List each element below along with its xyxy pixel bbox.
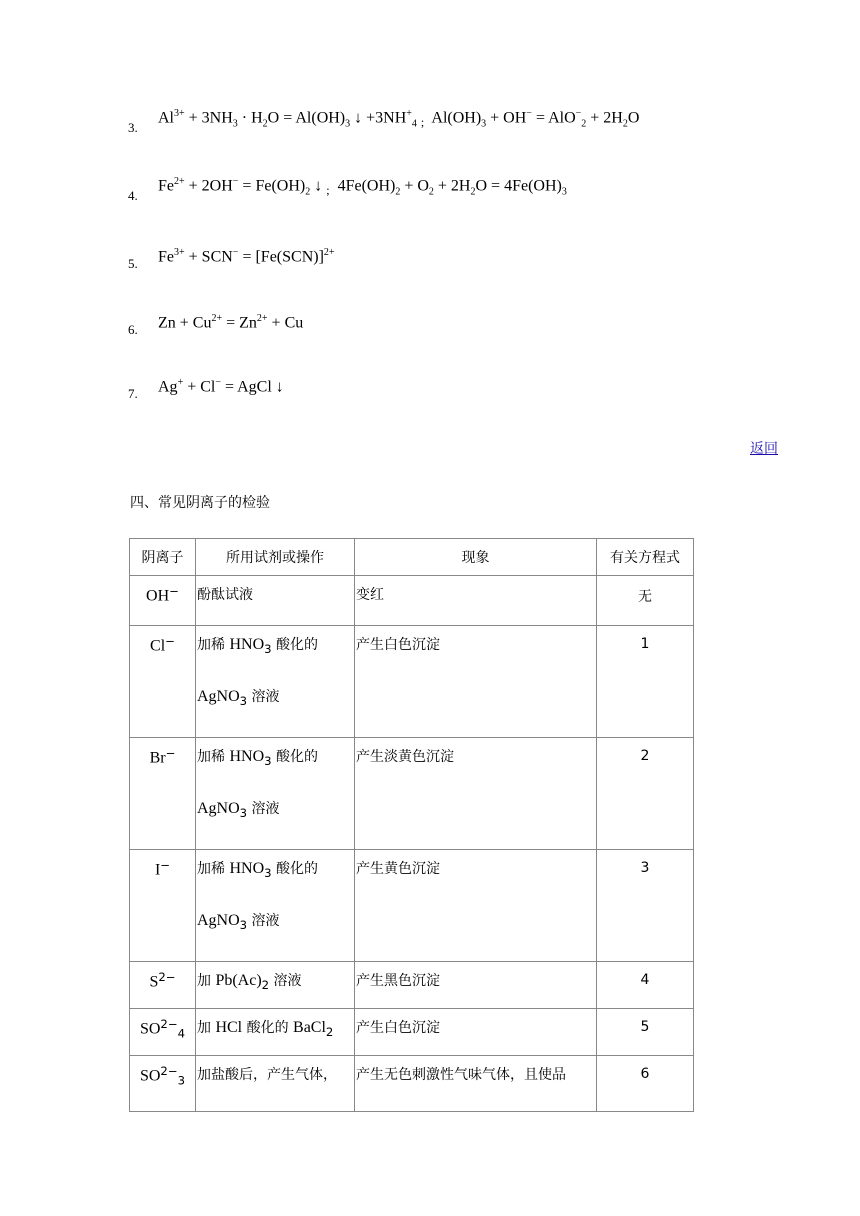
- table-row: [130, 738, 694, 850]
- phenomenon-cell: 产生白色沉淀: [355, 1009, 597, 1056]
- equation-text: $Fe^{2+} + 2OH^- = Fe(OH)_2$ ↓ $_;$ $4Fe(OH)_2 + O_2 + 2H_2O = 4Fe(OH)_3$: [158, 175, 567, 198]
- section-title: 四、常见阴离子的检验: [130, 495, 270, 511]
- table-row: [130, 1056, 694, 1112]
- equation-number: 6.: [128, 322, 138, 337]
- reagent-cell: 加稀 $HNO_3$ 酸化的 AgNO$_3$ 溶液: [196, 738, 355, 850]
- equation-line: [128, 298, 768, 338]
- equation-number: 7.: [128, 386, 138, 401]
- table-row: [130, 962, 694, 1009]
- equation-ref-cell: 无: [597, 576, 694, 626]
- equation-ref-cell: 6: [597, 1056, 694, 1112]
- anion-cell: Br−: [130, 738, 196, 850]
- reagent-cell: 加盐酸后，产生气体，: [196, 1056, 355, 1112]
- equation-ref-cell: 4: [597, 962, 694, 1009]
- header-reagent: 所用试剂或操作: [196, 539, 355, 576]
- phenomenon-cell: 产生白色沉淀: [355, 626, 597, 738]
- phenomenon-cell: 产生淡黄色沉淀: [355, 738, 597, 850]
- table-row: [130, 1009, 694, 1056]
- anion-test-table: [129, 538, 694, 1112]
- anion-cell: OH−: [130, 576, 196, 626]
- equation-ref-cell: 2: [597, 738, 694, 850]
- equation-text: $Fe^{3+} + SCN^- = [Fe(SCN)]^{2+}$: [158, 246, 335, 265]
- phenomenon-cell: 产生黄色沉淀: [355, 850, 597, 962]
- equation-text: Ag+ + Cl− = AgCl ↓: [158, 376, 284, 395]
- anion-cell: $SO^{2-}_3$: [130, 1056, 196, 1112]
- equation-ref-cell: 1: [597, 626, 694, 738]
- anion-cell: $S^{2-}$: [130, 962, 196, 1009]
- equation-text: $Zn + Cu^{2+} = Zn^{2+} + Cu$: [158, 312, 304, 331]
- reagent-cell: 加 HCl 酸化的 BaCl$_2$: [196, 1009, 355, 1056]
- equation-line: [128, 232, 768, 272]
- table-row: [130, 626, 694, 738]
- equation-number: 3.: [128, 120, 138, 135]
- reagent-cell: 加稀 $HNO_3$ 酸化的 AgNO$_3$ 溶液: [196, 850, 355, 962]
- anion-cell: I−: [130, 850, 196, 962]
- reagent-cell: 酚酞试液: [196, 576, 355, 626]
- equation-line: [128, 96, 768, 136]
- header-anion: 阴离子: [130, 539, 196, 576]
- back-link[interactable]: 返回: [750, 441, 778, 457]
- equation-ref-cell: 5: [597, 1009, 694, 1056]
- reagent-cell: 加 $Pb(Ac)_2$ 溶液: [196, 962, 355, 1009]
- table-header-row: [130, 539, 694, 576]
- table-row: [130, 576, 694, 626]
- table-row: [130, 850, 694, 962]
- anion-cell: Cl−: [130, 626, 196, 738]
- phenomenon-cell: 变红: [355, 576, 597, 626]
- equation-ref-cell: 3: [597, 850, 694, 962]
- equation-line: [128, 164, 768, 204]
- header-phenomenon: 现象: [355, 539, 597, 576]
- reagent-cell: 加稀 $HNO_3$ 酸化的 AgNO$_3$ 溶液: [196, 626, 355, 738]
- header-equation: 有关方程式: [597, 539, 694, 576]
- phenomenon-cell: 产生黑色沉淀: [355, 962, 597, 1009]
- phenomenon-cell: 产生无色刺激性气味气体，且使品: [355, 1056, 597, 1112]
- anion-cell: $SO^{2-}_4$: [130, 1009, 196, 1056]
- equation-number: 5.: [128, 256, 138, 271]
- equation-text: $Al^{3+} + 3NH_3 \cdot H_2O = Al(OH)_3$ ↓ $+3NH^+_4$ $_;$ $Al(OH)_3 + OH^- = AlO^-_2 + 2H_2O$: [158, 107, 640, 130]
- equation-line: [128, 362, 768, 402]
- equation-number: 4.: [128, 188, 138, 203]
